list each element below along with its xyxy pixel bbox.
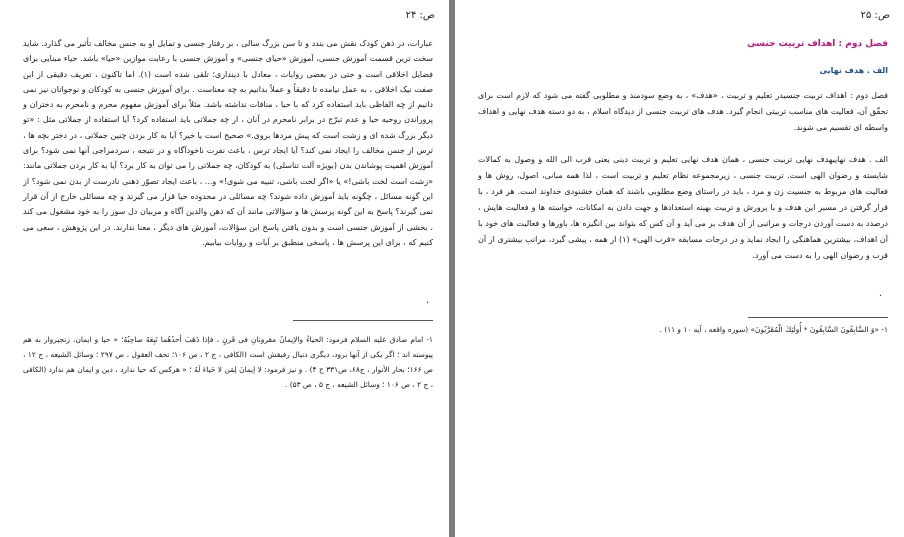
paragraph-end-mark: . bbox=[425, 295, 429, 306]
body-paragraph-2: الف . هدف نهاییهدف نهایی تربیت جنسی ، همان هدف نهایی تعلیم و تربیت دینی یعنی قرب الی الله و وصول به کمالات شایسته و رضوان الهی است. تربیت جنسی ، زیرمجموعه نظام تعلیم و تربیت است ، لذا همه مبانی، اصول، روش ها و فعالیت های مربوط به جنسیت زن و مرد ، باید در راستای وضع مطلوبی باشند که همان خشنودی خداوند است. هر فرد ، با قرار گرفتن در مسیر این هدف و با پرورش و تربیت بهینه استعدادها و جهت دادن به امکانات، خواسته ها و فعالیت هایش ، درصدد به دست آوردن درجات و مراتبی از آن هدف بر می آید و آن کس که بتواند بین انگیزه ها، باورها و فعالیت های خود با آن اهداف، بیشترین هماهنگی را ایجاد نماید و در درجات مسابقه «قرب الهی» (۱) از همه ، پیشی گیرد، مراتب بیشتری از آن قرب و رضوان الهی را به دست می آورد. bbox=[478, 155, 888, 260]
page-25 bbox=[455, 0, 904, 537]
body-paragraph: عبارات، در ذهن کودک نقش می بندد و تا سن بزرگ سالی ، بر رفتار جنسی و تمایل او به جنس مخالف تأثیر می گذارد. شاید سخت ترین قسمت آموزش جنسی، آموزش «حیای جنسی» و آموزش جنسی با رعایت موازین «حیا» باشد. حیاء مبنایی برای فضایل اخلاقی است و حتی در بعضی روایات ، معادل با دینداری؛ تلقی شده است (۱). اما تاکنون ، تعریف دقیقی از این صفت نیک اخلاقی ، به عمل نیامده تا دقیقاً و عملاً بدانیم به چه معناست . برای آموزش جنسی به کودکان و نوجوانان نیز نمی دانیم از چه الفاظی باید استفاده کرد که با حیا ، منافات نداشته باشد. مثلاً برای آموزش مفهوم محرم و نامحرم به دختران و پروراندن روحیه حیا و عدم تبرّج در برابر نامحرم در آنان ، از چه جملاتی باید استفاده کرد؟ آیا استفاده از جملاتی مثل : «تو دیگر بزرگ شده ای و زشت است که پیش مردها بروی.» صحیح است یا خیر؟ آیا به کار بردن چنین جملاتی ، در دختر بچه ها ، ترس از جنس مخالف را ایجاد نمی کند؟ آیا ایجاد ترس ، باعث نفرت ناخودآگاه و در نتیجه ، سردمزاجی آنها نمی شود؟ برای آموزش اهمیت پوشاندن بدن (بویژه آلت تناسلی) به کودکان، چه جملاتی را می توان به کار برد؟ آیا به کار بردن جملاتی مانند: «زشت است لخت باشی!» یا «اگر لخت باشی، تنبیه می شوی!» و... ، باعث ایجاد تصوّر ذهنی نادرست از بدن نمی شود؟ از این گونه مسائل ، چگونه باید آموزش داده شوند؟ چه مسائلی در محدوده حیا قرار می گیرند و چه مسائلی خارج از آن قرار نمی گیرند؟ پاسخ به این گونه پرسش ها و سؤالاتی مانند آن که ذهن والدین آگاه و مربیان دل سوز را به خود مشغول می کند ، بخشی از آموزش جنسی است و بدون یافتن پاسخ این سؤالات، آموزش های دیگر ، معنا ندارند. در این پژوهش ، سعی می کنیم که ، برای این پرسش ها ، پاسخی منطبق بر آیات و روایات بیابیم. bbox=[23, 39, 433, 247]
page-24 bbox=[0, 0, 449, 537]
section-title: الف . هدف نهایی bbox=[819, 66, 888, 75]
footnote: ۱- «وَ السَّابِقُونَ السَّابِقُونَ * أُولَئِكَ الْمُقَرَّبُونَ» (سوره واقعه ، آیه ۱۰ و ۱۱) . bbox=[659, 325, 888, 334]
chapter-title: فصل دوم : اهداف تربیت جنسی bbox=[747, 39, 888, 49]
page-number: ص: ۲۵ bbox=[860, 10, 890, 21]
footnote: ۱- امام صادق علیه السلام فرمود: الحیاءُ والإیمانُ مقرونانِ فی قَرنٍ ، فإذا ذَهَبَ أحدُهُما تَبِعَهُ صاحِبُهُ؛ « حیا و ایمان، زنجیروار به هم پیوسته اند ؛ اگر یکی از آنها برود، دیگری دنبال رفیقش است (الکافی ، ج ۲ ، ص ۱۰۶؛ تحف العقول ، ص ۲۹۷ ؛ وسائل الشیعه ، ج ۱۲ ، ص ۱۶۶؛ بحار الأنوار ، ج۶۸، ص۳۳۱ ح ۴) . و نیز فرمود: لا إیمانَ لِمَن لا حَیاءَ لَهُ ؛ « هرکس که حیا ندارد ، دین و ایمان هم ندارد (الکافی ، ج ۲ ، ص ۱۰۶ ؛ وسائل الشیعه ، ج ۵ ، ص ۵۳) . bbox=[23, 335, 433, 389]
page-number: ص: ۲۴ bbox=[405, 10, 435, 21]
paragraph-end-mark: . bbox=[878, 288, 882, 299]
footnote-divider bbox=[293, 320, 433, 321]
footnote-divider bbox=[748, 317, 888, 318]
body-paragraph-1: فصل دوم : اهداف تربیت جنسیدر تعلیم و تربیت ، «هدف» ، به وضع سودمند و مطلوبی گفته می شود که لازم است برای تحقّق آن، فعالیت های مناسب تربیتی انجام گیرد. هدف های تربیت جنسی از دیدگاه اسلام ، به دو دسته هدف نهایی و اهداف واسطه ای تقسیم می شوند. bbox=[478, 91, 888, 132]
